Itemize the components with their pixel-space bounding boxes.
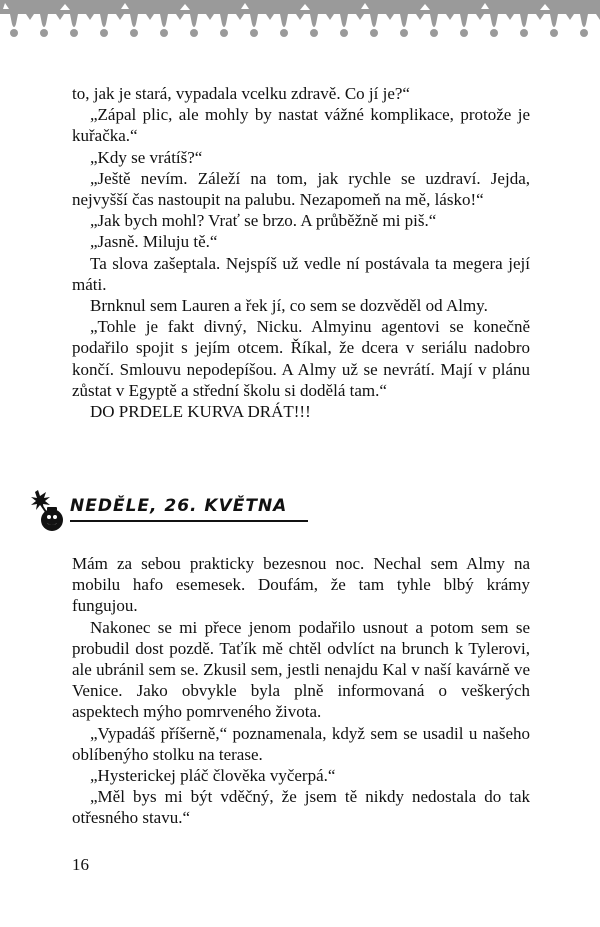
paragraph: „Měl bys mi být vděčný, že jsem tě nikdy nedostala do tak otřesného stavu.“ (72, 787, 530, 828)
paragraph: Ta slova zašeptala. Nejspíš už vedle ní postávala ta megera její máti. (72, 253, 530, 294)
decorative-border (0, 0, 600, 50)
paragraph: „Vypadáš příšerně,“ poznamenala, když sem se usadil u našeho oblíbenýho stolku na terase. (72, 723, 530, 764)
paragraph: Nakonec se mi přece jenom podařilo usnout a potom sem se probudil dost pozdě. Taťík mě chtěl odvlíct na brunch k Tylerovi, ale ubránil sem se. Zkusil sem, jestli nenajdu Kal v naší kavárně ve Venice. Jako obvykle byla plně informovaná o veškerých aspektech mýho pomrveného života. (72, 617, 530, 722)
paragraph: Brnknul sem Lauren a řek jí, co sem se dozvěděl od Almy. (90, 296, 488, 316)
text-block-top (72, 83, 530, 422)
paragraph: „Jasně. Miluju tě.“ (90, 232, 218, 252)
paragraph: „Jak bych mohl? Vrať se brzo. A průběžně mi piš.“ (90, 211, 437, 231)
section-heading (30, 488, 330, 538)
paragraph: „Ještě nevím. Záleží na tom, jak rychle se uzdraví. Jejda, nejvyšší čas nastoupit na palubu. Nezapomeň na mě, lásko!“ (72, 168, 530, 210)
paragraph: „Zápal plic, ale mohly by nastat vážné komplikace, protože je kuřačka.“ (72, 105, 530, 146)
paragraph: to, jak je stará, vypadala vcelku zdravě. Co jí je?“ (72, 84, 410, 103)
paragraph: „Tohle je fakt divný, Nicku. Almyinu agentovi se konečně podařilo spojit s jejím otcem. Říkal, že dcera v seriálu nadobro končí. Smlouvu nepodepíšou. A Almy už se nevrátí. Mají v plánu zůstat v Egyptě a střední školu si dodělá tam.“ (72, 317, 530, 400)
paragraph: DO PRDELE KURVA DRÁT!!! (90, 402, 311, 422)
paragraph: „Kdy se vrátíš?“ (90, 147, 203, 167)
page-number: 16 (72, 855, 89, 874)
paragraph: Mám za sebou prakticky bezesnou noc. Nechal sem Almy na mobilu hafo esemesek. Doufám, že tam tyhle blbý krámy fungujou. (72, 554, 530, 616)
paragraph: „Hysterickej pláč člověka vyčerpá.“ (90, 766, 336, 786)
title-underline (70, 520, 308, 522)
bomb-icon (30, 488, 70, 534)
text-block-bottom (72, 553, 530, 829)
section-title: NEDĚLE, 26. KVĚTNA (70, 496, 288, 516)
